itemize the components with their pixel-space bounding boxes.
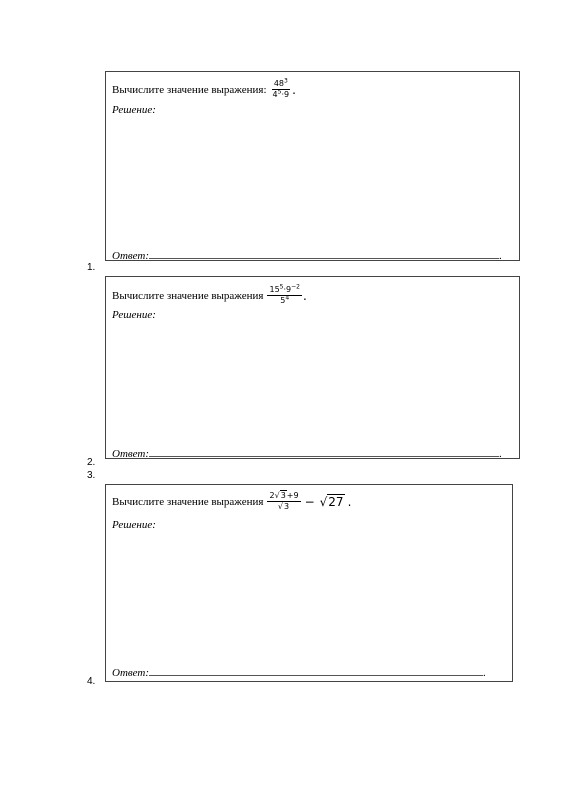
- task-4-number: 4.: [87, 676, 96, 687]
- task-3-tail: .: [347, 494, 352, 509]
- task-1-number: 1.: [87, 262, 96, 273]
- task-3-numerator: 2√3+9: [269, 491, 299, 500]
- task-1-box: [105, 71, 520, 261]
- task-2-fraction: [267, 285, 302, 306]
- task-3-root-term: √27: [319, 494, 344, 509]
- task-2-number: 2.: [87, 457, 96, 468]
- task-2-box: [105, 276, 520, 459]
- task-1-denominator: $4^5\cdot 9$: [272, 88, 290, 99]
- task-2-answer-line[interactable]: [149, 446, 499, 457]
- task-3-denominator: √3: [277, 502, 290, 511]
- task-1-answer-row: [112, 248, 502, 262]
- task-2-numerator: $15^5\cdot 9^{-2}$: [269, 283, 300, 294]
- task-2-denominator: $5^4$: [280, 294, 290, 305]
- task-2-tail: .: [303, 288, 307, 303]
- task-1-tail: .: [292, 82, 296, 97]
- task-3-minus: −: [304, 494, 315, 509]
- task-2-answer-label: Ответ:: [112, 448, 150, 460]
- task-3-prompt-text: Вычислите значение выражения: [112, 495, 264, 508]
- task-2-answer-end: .: [499, 448, 502, 460]
- task-1-fraction: [271, 79, 292, 100]
- task-3-answer-row: [112, 665, 486, 679]
- task-1-numerator: $48^3$: [273, 77, 288, 88]
- task-1-answer-label: Ответ:: [112, 250, 150, 262]
- task-3-solution-label: Решение:: [112, 519, 156, 531]
- task-1-answer-end: .: [499, 250, 502, 262]
- task-3-answer-end: .: [483, 667, 486, 679]
- task-3-answer-line[interactable]: [149, 665, 483, 676]
- task-3-box: [105, 484, 513, 682]
- task-2-solution-label: Решение:: [112, 309, 156, 321]
- task-3-number: 3.: [87, 470, 96, 481]
- task-2-prompt-text: Вычислите значение выражения: [112, 289, 264, 302]
- task-1-prompt-text: Вычислите значение выражения:: [112, 83, 267, 96]
- task-3-answer-label: Ответ:: [112, 667, 150, 679]
- task-3-prompt: [112, 491, 351, 512]
- task-2-answer-row: [112, 446, 502, 460]
- task-3-fraction: [267, 491, 300, 512]
- task-1-answer-line[interactable]: [149, 248, 499, 259]
- task-1-solution-label: Решение:: [112, 104, 156, 116]
- task-1-prompt: [112, 79, 296, 100]
- task-2-prompt: [112, 285, 307, 306]
